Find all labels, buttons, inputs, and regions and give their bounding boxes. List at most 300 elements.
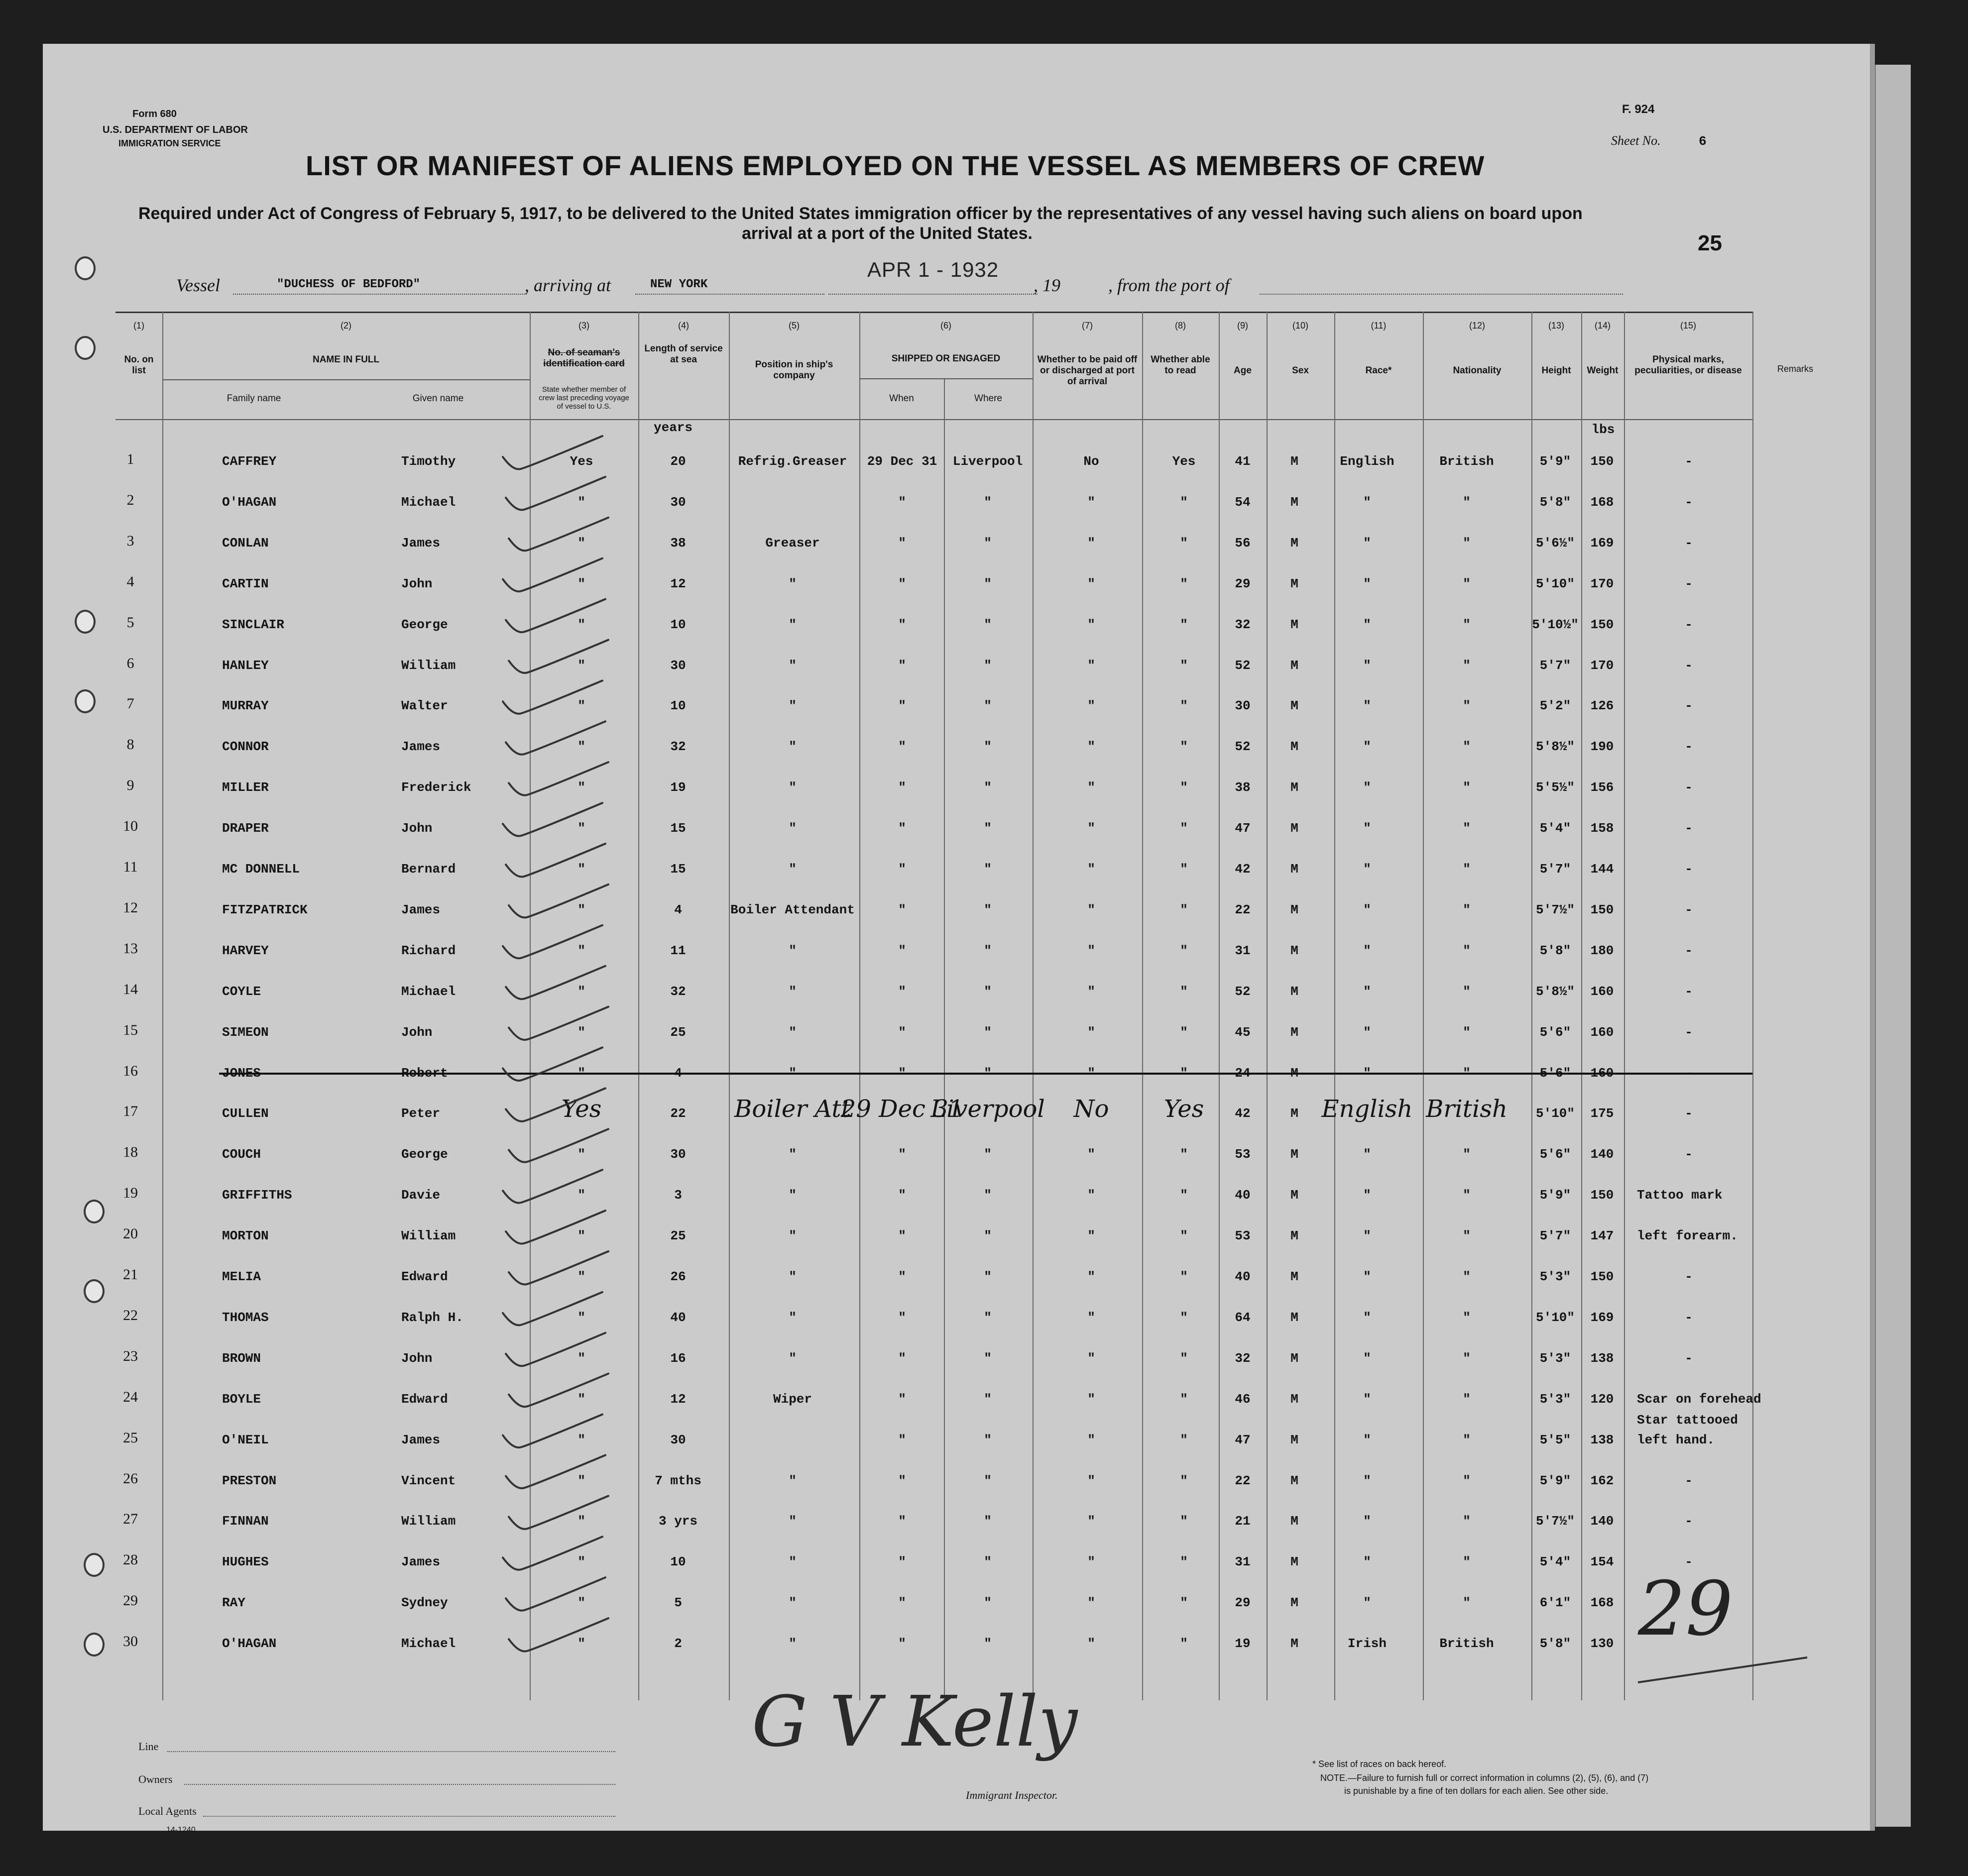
cell-race: "	[1363, 862, 1371, 877]
cell-age: 42	[1235, 1106, 1251, 1121]
cell-service: 12	[670, 1391, 686, 1407]
cell-given: William	[401, 1228, 456, 1244]
cell-card: "	[578, 1636, 585, 1652]
cell-service: 10	[670, 617, 686, 632]
cell-position: "	[789, 1514, 797, 1529]
check-mark	[503, 803, 602, 836]
cell-position: "	[789, 1595, 797, 1611]
col-number: (11)	[1371, 321, 1387, 331]
cell-given: Michael	[401, 1636, 456, 1652]
cell-race: "	[1363, 943, 1371, 958]
cell-age: 53	[1235, 1228, 1251, 1244]
cell-paid: "	[1087, 698, 1095, 714]
header-shipped: SHIPPED OR ENGAGED	[891, 353, 1001, 364]
col-number: (10)	[1292, 321, 1308, 331]
cell-when: "	[898, 1024, 906, 1040]
cell-where: "	[984, 1391, 992, 1407]
cell-position: "	[789, 1024, 797, 1040]
vessel-label: Vessel	[176, 275, 220, 295]
cell-weight: 147	[1590, 1228, 1614, 1244]
cell-given: John	[401, 821, 433, 836]
check-mark	[503, 1537, 602, 1570]
cell-nationality: "	[1463, 1228, 1471, 1244]
col-number: (13)	[1548, 321, 1564, 331]
cell-height: 5'8"	[1539, 494, 1571, 510]
cell-when: "	[898, 1595, 906, 1611]
cell-service: 15	[670, 862, 686, 877]
cell-age: 46	[1235, 1391, 1251, 1407]
cell-card: Yes	[561, 1095, 602, 1123]
cell-nationality: "	[1463, 535, 1471, 551]
check-mark	[503, 1292, 602, 1325]
cell-card: "	[578, 1147, 585, 1162]
cell-height: 6'1"	[1539, 1595, 1571, 1611]
cell-given: George	[401, 617, 448, 632]
check-mark	[509, 518, 608, 551]
cell-when: "	[898, 984, 906, 999]
cell-sex: M	[1290, 780, 1298, 795]
cell-weight: 150	[1590, 1188, 1614, 1203]
cell-service: 4	[674, 902, 682, 917]
cell-race: English	[1340, 454, 1394, 469]
cell-nationality: "	[1463, 984, 1471, 999]
col-number: (9)	[1237, 321, 1248, 331]
cell-read: "	[1180, 943, 1188, 958]
header-height: Height	[1541, 365, 1571, 376]
note-races: * See list of races on back hereof.	[1312, 1759, 1447, 1769]
cell-when: "	[898, 1065, 906, 1081]
row-number: 4	[126, 573, 134, 590]
cell-family: HUGHES	[222, 1554, 269, 1570]
cell-family: CONLAN	[222, 535, 269, 551]
cell-position: "	[789, 576, 797, 591]
cell-age: 52	[1235, 658, 1251, 673]
row-number: 25	[123, 1429, 138, 1446]
cell-race: "	[1363, 1350, 1371, 1366]
cell-service: 7 mths	[655, 1473, 701, 1488]
cell-read: "	[1180, 1147, 1188, 1162]
cell-sex: M	[1290, 576, 1298, 591]
cell-service: 10	[670, 1554, 686, 1570]
cell-read: "	[1180, 617, 1188, 632]
cell-paid: "	[1087, 1554, 1095, 1570]
cell-age: 22	[1235, 1473, 1251, 1488]
cell-sex: M	[1290, 535, 1298, 551]
cell-sex: M	[1290, 454, 1298, 469]
cell-where: "	[984, 902, 992, 917]
cell-nationality: "	[1463, 1595, 1471, 1611]
cell-card: "	[578, 739, 585, 755]
cell-given: Edward	[401, 1391, 448, 1407]
sheet-number-label: Sheet No. 6	[1611, 133, 1707, 149]
cell-race: "	[1363, 1391, 1371, 1407]
lbs-unit: lbs	[1591, 422, 1615, 437]
cell-sex: M	[1290, 1473, 1298, 1488]
cell-given: George	[401, 1147, 448, 1162]
cell-height: 5'10½"	[1532, 617, 1579, 632]
cell-service: 15	[670, 821, 686, 836]
header-name-in-full: NAME IN FULL	[312, 354, 380, 365]
cell-age: 29	[1235, 1595, 1251, 1611]
cell-height: 5'3"	[1539, 1350, 1571, 1366]
cell-card: "	[578, 658, 585, 673]
cell-marks: -	[1685, 494, 1693, 510]
cell-age: 52	[1235, 984, 1251, 999]
cell-position: "	[789, 943, 797, 958]
cell-position: "	[789, 1473, 797, 1488]
cell-given: Vincent	[401, 1473, 456, 1488]
cell-where: "	[984, 576, 992, 591]
cell-family: O'NEIL	[222, 1432, 269, 1447]
cell-position: Greaser	[765, 535, 820, 551]
cell-position: "	[789, 984, 797, 999]
cell-position: "	[789, 1310, 797, 1325]
cell-where: "	[984, 1228, 992, 1244]
cell-position: "	[789, 1554, 797, 1570]
cell-given: Ralph H.	[401, 1310, 463, 1325]
cell-card: "	[578, 698, 585, 714]
cell-card: "	[578, 1228, 585, 1244]
row-number: 21	[123, 1266, 138, 1283]
cell-where: Liverpool	[930, 1095, 1045, 1123]
cell-service: 38	[670, 535, 686, 551]
row-number: 13	[123, 940, 138, 957]
cell-family: CONNOR	[222, 739, 269, 755]
cell-age: 29	[1235, 576, 1251, 591]
cell-family: PRESTON	[222, 1473, 277, 1488]
cell-family: COUCH	[222, 1147, 261, 1162]
cell-service: 26	[670, 1269, 686, 1284]
cell-weight: 140	[1590, 1514, 1614, 1529]
cell-card: "	[578, 494, 585, 510]
cell-paid: "	[1087, 739, 1095, 755]
cell-weight: 150	[1590, 454, 1614, 469]
cell-when: "	[898, 494, 906, 510]
cell-given: Michael	[401, 494, 456, 510]
check-mark	[503, 558, 602, 592]
cell-read: "	[1180, 1269, 1188, 1284]
cell-where: "	[984, 535, 992, 551]
cell-marks: -	[1685, 821, 1693, 836]
header-sex: Sex	[1292, 365, 1309, 376]
cell-paid: "	[1087, 1310, 1095, 1325]
cell-card: "	[578, 862, 585, 877]
cell-when: "	[898, 739, 906, 755]
cell-paid: "	[1087, 821, 1095, 836]
cell-family: MELIA	[222, 1269, 261, 1284]
cell-paid: No	[1083, 454, 1099, 469]
cell-given: William	[401, 658, 456, 673]
cell-marks: -	[1685, 1065, 1693, 1081]
cell-height: 5'8½"	[1535, 984, 1575, 999]
cell-position: "	[789, 821, 797, 836]
cell-marks: -	[1685, 454, 1693, 469]
cell-height: 5'6"	[1539, 1147, 1571, 1162]
header-paid-off: Whether to be paid off or discharged at port of arrival	[1037, 354, 1138, 387]
cell-given: Peter	[401, 1106, 441, 1121]
cell-where: "	[984, 984, 992, 999]
col-number: (7)	[1082, 321, 1093, 331]
cell-nationality: British	[1439, 454, 1494, 469]
header-position: Position in ship's company	[755, 359, 833, 381]
cell-age: 32	[1235, 617, 1251, 632]
row-number: 12	[123, 899, 138, 916]
cell-weight: 170	[1590, 658, 1614, 673]
cell-nationality: "	[1463, 821, 1471, 836]
col-number: (2)	[341, 321, 351, 331]
cell-age: 19	[1235, 1636, 1251, 1652]
cell-paid: "	[1087, 1514, 1095, 1529]
check-mark	[509, 1129, 608, 1162]
row-number: 24	[123, 1388, 138, 1405]
cell-nationality: "	[1463, 1473, 1471, 1488]
cell-nationality: "	[1463, 698, 1471, 714]
cell-service: 25	[670, 1228, 686, 1244]
cell-read: "	[1180, 494, 1188, 510]
cell-paid: "	[1087, 984, 1095, 999]
footer-line-label: Line	[138, 1740, 159, 1753]
cell-weight: 150	[1590, 617, 1614, 632]
check-mark	[509, 640, 608, 673]
cell-nationality: "	[1463, 943, 1471, 958]
cell-paid: "	[1087, 1188, 1095, 1203]
cell-weight: 156	[1590, 780, 1614, 795]
cell-where: "	[984, 1310, 992, 1325]
cell-card: "	[578, 1310, 585, 1325]
cell-race: "	[1363, 535, 1371, 551]
cell-nationality: "	[1463, 739, 1471, 755]
cell-service: 12	[670, 576, 686, 591]
check-mark	[509, 1496, 608, 1529]
cell-when: "	[898, 1188, 906, 1203]
col-number: (15)	[1680, 321, 1696, 331]
cell-nationality: "	[1463, 576, 1471, 591]
cell-paid: "	[1087, 1595, 1095, 1611]
cell-age: 52	[1235, 739, 1251, 755]
cell-family: CARTIN	[222, 576, 269, 591]
from-port-label: , from the port of	[1108, 275, 1230, 295]
cell-service: 30	[670, 1147, 686, 1162]
cell-race: "	[1363, 494, 1371, 510]
cell-race: "	[1363, 984, 1371, 999]
cell-weight: 170	[1590, 576, 1614, 591]
cell-read: "	[1180, 1473, 1188, 1488]
cell-height: 5'3"	[1539, 1269, 1571, 1284]
cell-card: Yes	[570, 454, 593, 469]
cell-race: "	[1363, 1024, 1371, 1040]
cell-race: "	[1363, 739, 1371, 755]
cell-where: "	[984, 943, 992, 958]
page-number: 25	[1698, 231, 1722, 255]
cell-paid: "	[1087, 1473, 1095, 1488]
header-family-name: Family name	[227, 393, 281, 404]
cell-card: "	[578, 535, 585, 551]
cell-race: English	[1321, 1095, 1413, 1123]
cell-nationality: "	[1463, 1554, 1471, 1570]
cell-position: "	[789, 1065, 797, 1081]
cell-weight: 162	[1590, 1473, 1614, 1488]
cell-sex: M	[1290, 1147, 1298, 1162]
cell-sex: M	[1290, 698, 1298, 714]
cell-position: "	[789, 1228, 797, 1244]
cell-when: "	[898, 1636, 906, 1652]
cell-paid: "	[1087, 1024, 1095, 1040]
cell-read: "	[1180, 984, 1188, 999]
check-mark	[509, 1618, 608, 1652]
cell-height: 5'4"	[1539, 821, 1571, 836]
cell-where: "	[984, 1065, 992, 1081]
row-number: 18	[123, 1144, 138, 1161]
cell-position: Wiper	[773, 1391, 812, 1407]
cell-weight: 160	[1590, 1024, 1614, 1040]
cell-paid: "	[1087, 617, 1095, 632]
tally-total: 29	[1638, 1566, 1733, 1653]
cell-service: 3 yrs	[658, 1514, 698, 1529]
cell-paid: "	[1087, 658, 1095, 673]
cell-sex: M	[1290, 1024, 1298, 1040]
check-mark	[503, 680, 602, 714]
cell-given: Davie	[401, 1188, 441, 1203]
check-mark	[506, 844, 605, 877]
cell-sex: M	[1290, 1269, 1298, 1284]
cell-sex: M	[1290, 943, 1298, 958]
cell-age: 21	[1235, 1514, 1251, 1529]
row-number: 11	[123, 859, 138, 875]
cell-paid: "	[1087, 1391, 1095, 1407]
cell-weight: 180	[1590, 943, 1614, 958]
col-number: (12)	[1469, 321, 1485, 331]
cell-age: 47	[1235, 821, 1251, 836]
cell-when: "	[898, 698, 906, 714]
cell-nationality: "	[1463, 862, 1471, 877]
cell-read: "	[1180, 698, 1188, 714]
cell-nationality: "	[1463, 1147, 1471, 1162]
row-number: 6	[126, 655, 134, 671]
cell-family: BROWN	[222, 1350, 261, 1366]
cell-service: 3	[674, 1188, 682, 1203]
cell-family: HANLEY	[222, 658, 269, 673]
cell-position: "	[789, 658, 797, 673]
cell-family: SIMEON	[222, 1024, 269, 1040]
cell-weight: 190	[1590, 739, 1614, 755]
cell-card: "	[578, 617, 585, 632]
row-number: 26	[123, 1470, 138, 1487]
cell-marks: -	[1685, 535, 1693, 551]
cell-race: "	[1363, 617, 1371, 632]
cell-race: "	[1363, 1065, 1371, 1081]
cell-given: John	[401, 576, 433, 591]
cell-when: 29 Dec 31	[840, 1095, 964, 1123]
inspector-signature: G V Kelly	[752, 1681, 1078, 1763]
cell-card: "	[578, 1432, 585, 1447]
cell-weight: 130	[1590, 1636, 1614, 1652]
cell-family: GRIFFITHS	[222, 1188, 292, 1203]
cell-height: 5'9"	[1539, 1188, 1571, 1203]
cell-sex: M	[1290, 739, 1298, 755]
row-number: 5	[126, 614, 134, 631]
cell-race: "	[1363, 576, 1371, 591]
footer-agents-label: Local Agents	[138, 1805, 197, 1817]
cell-card: "	[578, 1595, 585, 1611]
cell-read: "	[1180, 1228, 1188, 1244]
cell-card: "	[578, 576, 585, 591]
cell-marks: -	[1685, 780, 1693, 795]
cell-given: John	[401, 1350, 433, 1366]
cell-age: 47	[1235, 1432, 1251, 1447]
cell-weight: 168	[1590, 1595, 1614, 1611]
cell-read: "	[1180, 1514, 1188, 1529]
cell-where: "	[984, 1473, 992, 1488]
cell-position: Boiler Attendant	[730, 902, 855, 917]
cell-position: "	[789, 1269, 797, 1284]
cell-race: "	[1363, 902, 1371, 917]
cell-marks: -	[1685, 1269, 1693, 1284]
cell-card: "	[578, 902, 585, 917]
cell-race: "	[1363, 1147, 1371, 1162]
check-mark	[506, 1211, 605, 1244]
check-mark	[506, 966, 605, 999]
cell-family: HARVEY	[222, 943, 269, 958]
cell-where: "	[984, 494, 992, 510]
cell-age: 31	[1235, 1554, 1251, 1570]
cell-position: "	[789, 1188, 797, 1203]
cell-sex: M	[1290, 1188, 1298, 1203]
cell-race: "	[1363, 1554, 1371, 1570]
cell-age: 40	[1235, 1269, 1251, 1284]
cell-marks: -	[1685, 1024, 1693, 1040]
cell-service: 20	[670, 454, 686, 469]
cell-family: MURRAY	[222, 698, 269, 714]
cell-where: "	[984, 1636, 992, 1652]
header-where: Where	[974, 393, 1002, 404]
cell-service: 30	[670, 494, 686, 510]
cell-read: "	[1180, 535, 1188, 551]
row-number: 15	[123, 1021, 138, 1038]
cell-age: 38	[1235, 780, 1251, 795]
cell-height: 5'7½"	[1535, 902, 1575, 917]
header-marks: Physical marks, peculiarities, or disease	[1634, 354, 1742, 376]
cell-marks: -	[1685, 1106, 1693, 1121]
cell-weight: 169	[1590, 535, 1614, 551]
cell-where: Liverpool	[952, 454, 1023, 469]
header-age: Age	[1234, 365, 1252, 376]
cell-marks: -	[1685, 658, 1693, 673]
cell-marks: -	[1685, 739, 1693, 755]
note-line-1: NOTE.—Failure to furnish full or correct information in columns (2), (5), (6), and (7)	[1320, 1773, 1649, 1783]
cell-when: "	[898, 1228, 906, 1244]
years-unit: years	[653, 420, 693, 435]
cell-where: "	[984, 1514, 992, 1529]
cell-card: "	[578, 1024, 585, 1040]
cell-marks: left forearm.	[1637, 1228, 1738, 1244]
cell-age: 53	[1235, 1147, 1251, 1162]
col-number: (1)	[133, 321, 144, 331]
date-stamp: APR 1 - 1932	[867, 258, 999, 281]
cell-given: Bernard	[401, 862, 456, 877]
cell-family: FITZPATRICK	[222, 902, 308, 917]
row-number: 16	[123, 1062, 138, 1079]
cell-where: "	[984, 1432, 992, 1447]
cell-service: 32	[670, 984, 686, 999]
cell-sex: M	[1290, 984, 1298, 999]
cell-given: Robert	[401, 1065, 448, 1081]
check-mark	[509, 1007, 608, 1040]
manifest-subtitle-1: Required under Act of Congress of February 5, 1917, to be delivered to the United States immigration officer by the representatives of any vessel having such aliens on board upon	[138, 204, 1583, 223]
cell-given: James	[401, 902, 441, 917]
cell-when: "	[898, 1147, 906, 1162]
header-nationality: Nationality	[1453, 365, 1502, 376]
cell-nationality: "	[1463, 1024, 1471, 1040]
